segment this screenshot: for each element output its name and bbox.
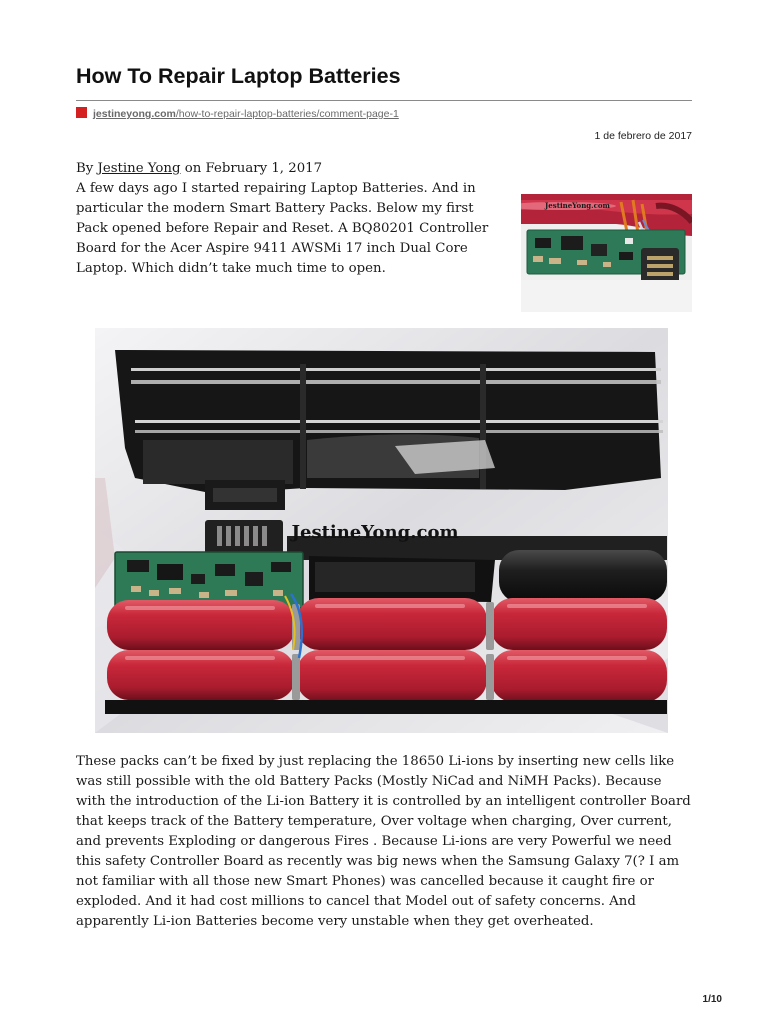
controller-board-photo	[521, 194, 692, 312]
source-line	[76, 107, 399, 120]
author-link[interactable]: Jestine Yong	[97, 161, 181, 176]
intro-paragraph: A few days ago I started repairing Laptop Batteries. And in particular the modern Smart Battery Packs. Below my first Pack opened before Repair and Reset. A BQ80201 Controller Board for the Acer Aspire 9411 AWSMi 17 inch Dual Core Laptop. Which didn’t take much time to open.	[76, 181, 489, 276]
source-domain: jestineyong.com	[93, 108, 176, 120]
page-number: 1/10	[702, 994, 722, 1005]
print-date: 1 de febrero de 2017	[594, 130, 692, 142]
byline-date: on February 1, 2017	[180, 161, 323, 176]
battery-pack-photo	[95, 328, 668, 733]
site-favicon-icon	[76, 107, 87, 118]
photo-watermark: JestineYong.com	[291, 522, 459, 543]
source-link[interactable]	[93, 108, 399, 120]
article-title: How To Repair Laptop Batteries	[76, 64, 401, 88]
title-divider	[76, 100, 692, 101]
thumb-watermark: JestineYong.com	[545, 201, 610, 210]
body-paragraph: These packs can’t be fixed by just replacing the 18650 Li-ions by inserting new cells like was still possible with the old Battery Packs (Mostly NiCad and NiMH Packs). Because with the introduction of the Li-ion Battery it is controlled by an intelligent controller Board that keeps track of the Battery temperature, Over voltage when charging, Over current, and prevents Exploding or dangerous Fires . Because Li-ions are very Powerful we need this safety Controller Board as recently was big news when the Samsung Galaxy 7(? I am not familiar with all those new Smart Phones) was cancelled because it caught fire or exploded. And it had cost millions to cancel that Model out of safety concerns. And apparently Li-ion Batteries become very unstable when they get overheated.	[76, 754, 691, 929]
byline	[76, 159, 322, 179]
byline-prefix: By	[76, 161, 98, 176]
source-path: /how-to-repair-laptop-batteries/comment-page-1	[175, 108, 399, 120]
